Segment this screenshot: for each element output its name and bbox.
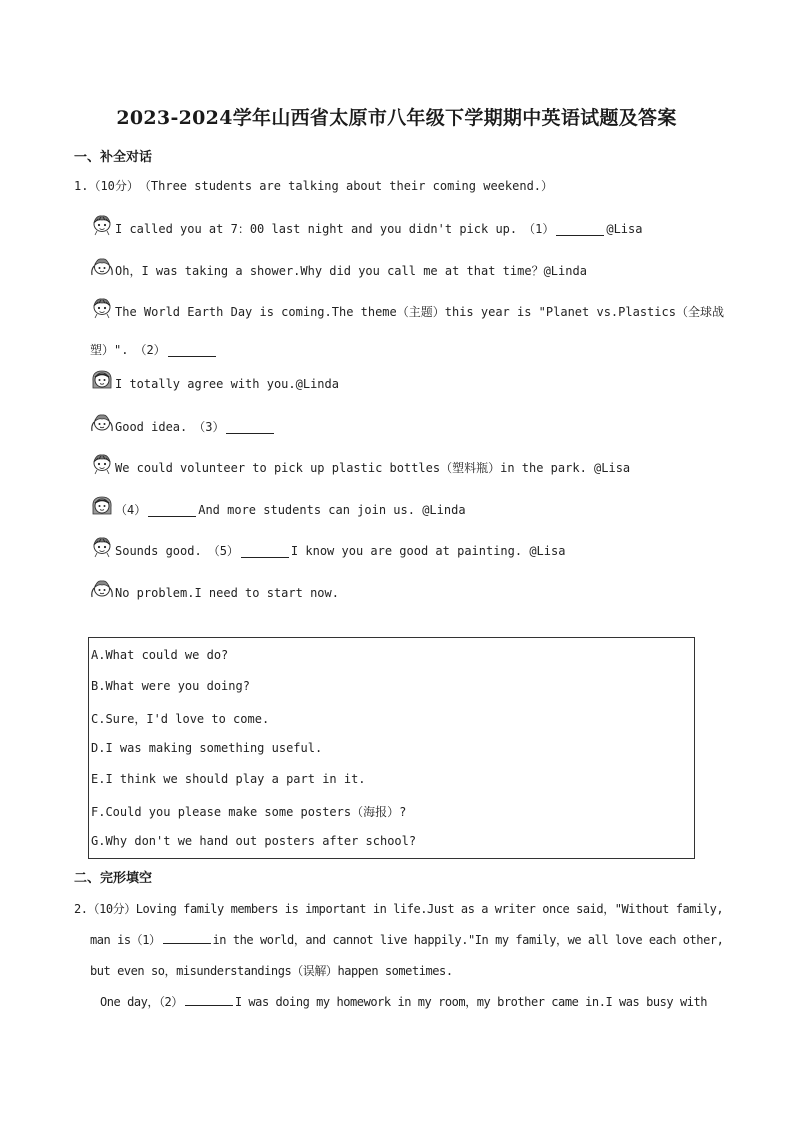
answer-blank[interactable] — [185, 994, 233, 1006]
option-item: E.I think we should play a part in it. — [91, 772, 366, 786]
girl-braids-avatar-icon — [90, 578, 114, 600]
dialogue-line — [90, 451, 630, 475]
dialogue-text: We could volunteer to pick up plastic bottles（塑料瓶）in the park. @Lisa — [115, 461, 631, 475]
section-heading-cloze: 二、完形填空 — [74, 871, 153, 886]
answer-blank[interactable] — [163, 932, 211, 944]
answer-blank[interactable] — [148, 505, 196, 517]
dialogue-text: Oh，I was taking a shower.Why did you call me at that time？@Linda — [115, 264, 587, 278]
answer-blank[interactable] — [556, 224, 604, 236]
dialogue-line — [90, 295, 724, 319]
dialogue-text: Sounds good. （5） — [115, 544, 239, 558]
cloze-line — [90, 931, 723, 948]
answer-blank[interactable] — [168, 345, 216, 357]
option-item: F.Could you please make some posters（海报）? — [91, 805, 407, 819]
girl-braids-avatar-icon — [90, 412, 114, 434]
dialogue-text-after-blank: I know you are good at painting. @Lisa — [290, 544, 566, 558]
options-box — [88, 637, 695, 859]
cloze-line — [100, 993, 707, 1010]
option-item: C.Sure，I'd love to come. — [91, 712, 270, 726]
cloze-text: but even so，misunderstandings（误解）happen sometimes. — [90, 964, 453, 978]
girl-long-hair-avatar-icon — [90, 369, 114, 391]
dialogue-text: （4） — [115, 503, 147, 517]
dialogue-line — [90, 212, 642, 236]
dialogue-text: I called you at 7：00 last night and you didn't pick up. （1） — [115, 222, 555, 236]
option-item: G.Why don't we hand out posters after school? — [91, 834, 417, 848]
dialogue-text: The World Earth Day is coming.The theme（主题）this year is "Planet vs.Plastics（全球战 — [115, 305, 724, 319]
girl-braids-avatar-icon — [90, 256, 114, 278]
cloze-text-after-blank: in the world，and cannot live happily."In my family，we all love each other, — [212, 933, 724, 947]
cloze-text: One day，（2） — [100, 995, 183, 1009]
dialogue-text-after-blank: @Lisa — [606, 222, 643, 236]
girl-avatar-icon — [90, 536, 114, 558]
dialogue-text: Good idea. （3） — [115, 420, 225, 434]
dialogue-text: I totally agree with you.@Linda — [115, 377, 339, 391]
option-item: B.What were you doing? — [91, 679, 250, 693]
answer-blank[interactable] — [226, 422, 274, 434]
dialogue-line — [90, 576, 339, 600]
cloze-text-after-blank: I was doing my homework in my room，my brother came in.I was busy with — [234, 995, 708, 1009]
dialogue-text: 塑）". （2） — [90, 343, 166, 357]
option-item: D.I was making something useful. — [91, 741, 323, 755]
girl-long-hair-avatar-icon — [90, 495, 114, 517]
cloze-line — [74, 900, 723, 917]
dialogue-line — [90, 254, 587, 278]
section-heading-dialogue: 一、补全对话 — [74, 150, 153, 165]
dialogue-line — [90, 493, 466, 517]
girl-avatar-icon — [90, 214, 114, 236]
option-item: A.What could we do? — [91, 648, 229, 662]
cloze-line — [90, 962, 453, 979]
page-title: 2023-2024学年山西省太原市八年级下学期期中英语试题及答案 — [116, 107, 677, 129]
girl-avatar-icon — [90, 453, 114, 475]
dialogue-line — [90, 534, 565, 558]
dialogue-text-after-blank: And more students can join us. @Linda — [198, 503, 466, 517]
girl-avatar-icon — [90, 297, 114, 319]
answer-blank[interactable] — [241, 546, 289, 558]
dialogue-line — [90, 367, 339, 391]
dialogue-text: No problem.I need to start now. — [115, 586, 339, 600]
dialogue-line — [90, 410, 276, 434]
cloze-text: man is（1） — [90, 933, 161, 947]
cloze-text: 2.（10分）Loving family members is important in life.Just as a writer once said，"Without family, — [74, 902, 724, 916]
dialogue-line — [90, 333, 218, 357]
question-1-intro: 1.（10分） （Three students are talking about their coming weekend.） — [74, 179, 554, 193]
